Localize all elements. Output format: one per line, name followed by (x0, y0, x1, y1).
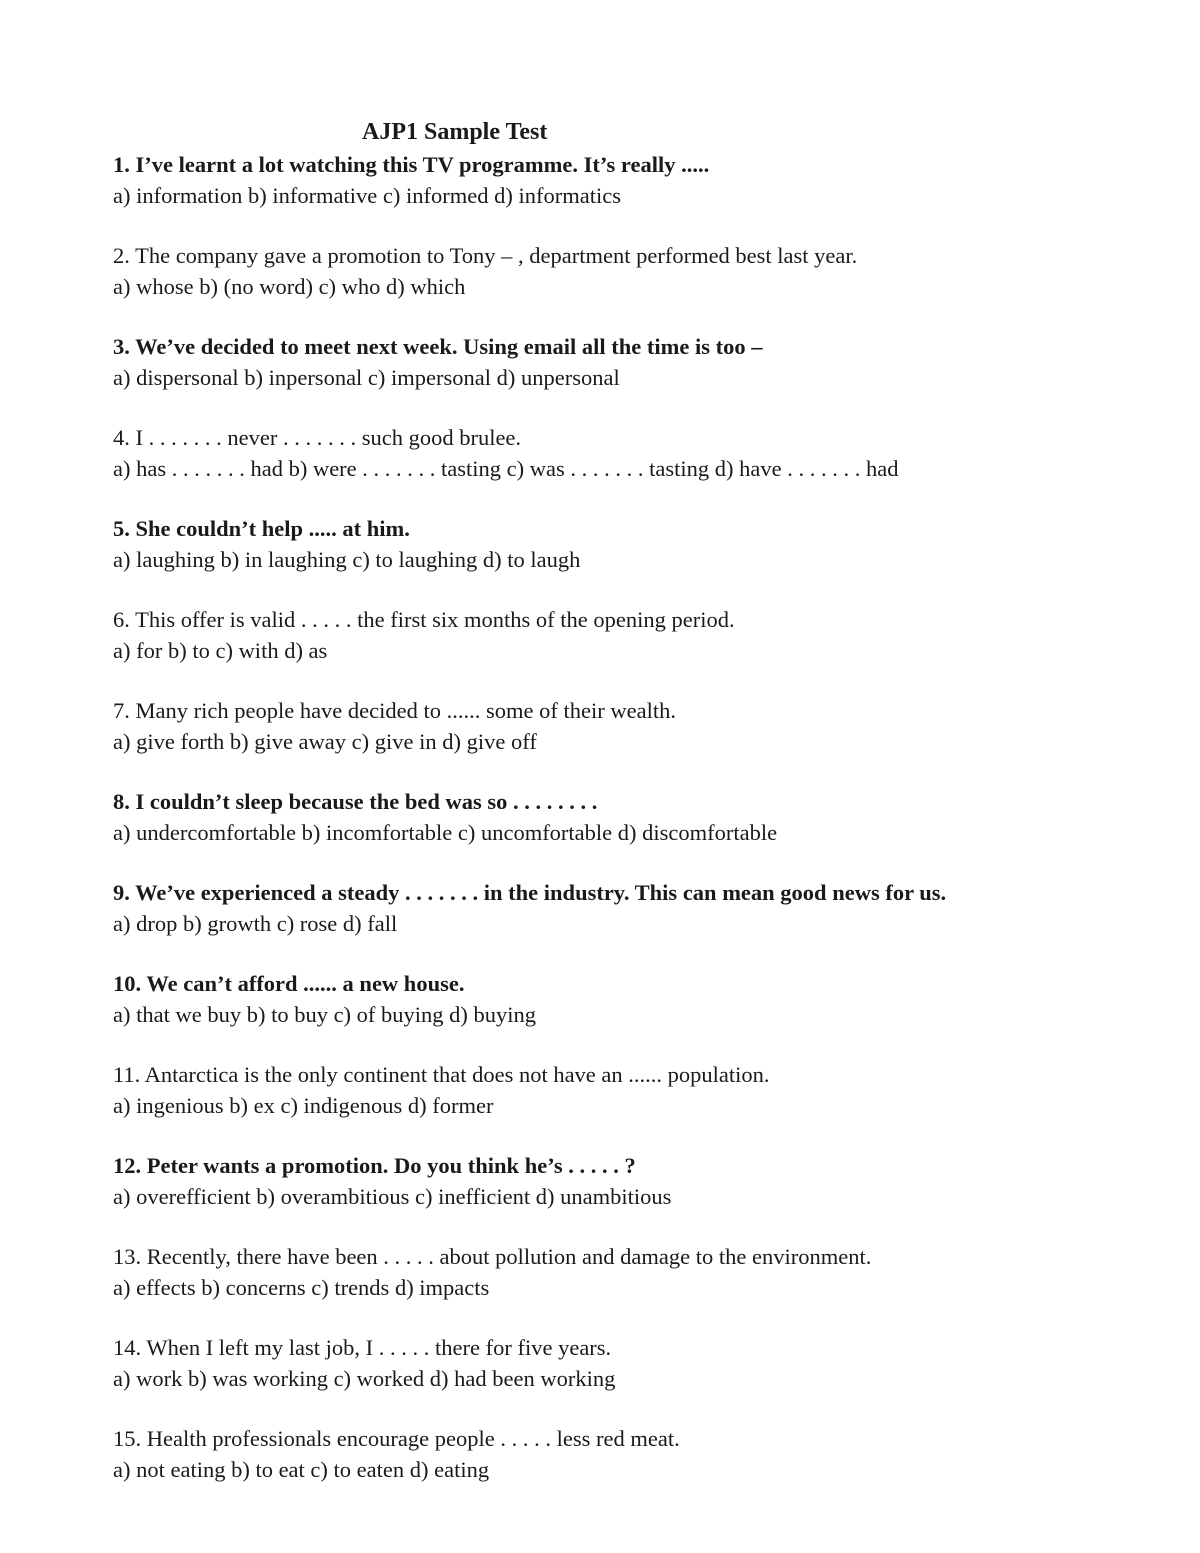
question-11 (113, 1059, 1173, 1150)
question-6 (113, 604, 1173, 695)
question-options: a) give forth b) give away c) give in d) give off (113, 729, 537, 754)
question-9 (113, 877, 1173, 968)
page-title: AJP1 Sample Test (362, 119, 548, 145)
question-stem: 11. Antarctica is the only continent that does not have an ...... population. (113, 1062, 770, 1087)
question-12 (113, 1150, 1173, 1241)
question-7 (113, 695, 1173, 786)
question-options: a) has . . . . . . . had b) were . . . . . . . tasting c) was . . . . . . . tasting d) have . . . . . . . had (113, 456, 899, 481)
question-options: a) not eating b) to eat c) to eaten d) eating (113, 1457, 490, 1482)
question-stem: 14. When I left my last job, I . . . . . there for five years. (113, 1335, 612, 1360)
question-13 (113, 1241, 1173, 1332)
question-stem: 7. Many rich people have decided to ...... some of their wealth. (113, 698, 676, 723)
question-14 (113, 1332, 1173, 1423)
question-8 (113, 786, 1173, 877)
question-options: a) drop b) growth c) rose d) fall (113, 911, 398, 936)
question-options: a) for b) to c) with d) as (113, 638, 328, 663)
question-2 (113, 240, 1173, 331)
question-options: a) undercomfortable b) incomfortable c) uncomfortable d) discomfortable (113, 820, 778, 845)
question-stem: 3. We’ve decided to meet next week. Using email all the time is too – (113, 334, 763, 359)
question-stem: 9. We’ve experienced a steady . . . . . . . in the industry. This can mean good news for us. (113, 880, 947, 905)
question-options: a) that we buy b) to buy c) of buying d) buying (113, 1002, 537, 1027)
question-stem: 12. Peter wants a promotion. Do you think he’s . . . . . ? (113, 1153, 636, 1178)
question-3 (113, 331, 1173, 422)
question-1 (113, 149, 1173, 240)
question-options: a) whose b) (no word) c) who d) which (113, 274, 466, 299)
question-stem: 10. We can’t afford ...... a new house. (113, 971, 465, 996)
question-options: a) laughing b) in laughing c) to laughing d) to laugh (113, 547, 581, 572)
question-options: a) dispersonal b) inpersonal c) impersonal d) unpersonal (113, 365, 620, 390)
question-15 (113, 1423, 1173, 1514)
question-options: a) overefficient b) overambitious c) inefficient d) unambitious (113, 1184, 672, 1209)
question-stem: 5. She couldn’t help ..... at him. (113, 516, 410, 541)
question-5 (113, 513, 1173, 604)
question-options: a) work b) was working c) worked d) had been working (113, 1366, 616, 1391)
question-stem: 8. I couldn’t sleep because the bed was so . . . . . . . . (113, 789, 598, 814)
question-4 (113, 422, 1173, 513)
question-stem: 4. I . . . . . . . never . . . . . . . such good brulee. (113, 425, 522, 450)
question-10 (113, 968, 1173, 1059)
question-list (113, 149, 1173, 1514)
question-options: a) effects b) concerns c) trends d) impacts (113, 1275, 490, 1300)
question-stem: 2. The company gave a promotion to Tony – , department performed best last year. (113, 243, 858, 268)
question-stem: 13. Recently, there have been . . . . . about pollution and damage to the environment. (113, 1244, 872, 1269)
question-options: a) ingenious b) ex c) indigenous d) former (113, 1093, 494, 1118)
question-stem: 15. Health professionals encourage people . . . . . less red meat. (113, 1426, 680, 1451)
question-options: a) information b) informative c) informed d) informatics (113, 183, 621, 208)
question-stem: 1. I’ve learnt a lot watching this TV programme. It’s really ..... (113, 152, 710, 177)
question-stem: 6. This offer is valid . . . . . the first six months of the opening period. (113, 607, 735, 632)
